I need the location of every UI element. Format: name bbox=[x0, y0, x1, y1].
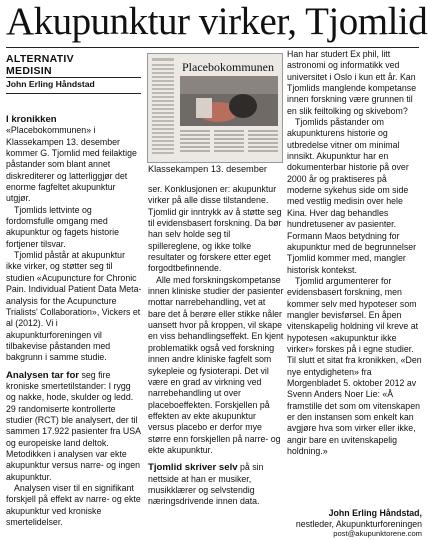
paragraph: Tjomlids lettvinte og fordomsfulle omgang med akupunktur og fagets historie fortjener tilsvar. bbox=[6, 204, 119, 249]
rubric bbox=[6, 53, 146, 77]
paragraph: Analysen tar for seg fire kroniske smertetilstander: I rygg og nakke, hode, skulder og ledd. 29 randomiserte kontrollerte studier (RCT) ble analysert, der til sammen 17.922 pasienter fra USA og europeiske land deltok. Metodikken i analysen var ekte akupunktur versus narre- og ingen akupunktur. bbox=[6, 369, 141, 482]
rubric-line-2: MEDISIN bbox=[6, 65, 52, 77]
photo-caption: Klassekampen 13. desember bbox=[148, 164, 267, 174]
paragraph: Han har studert Ex phil, litt astronomi og informatikk ved universitet i Oslo i kun ett år. Kan Tjomlids manglende kompetanse innen forskning være grunnen til en slik feiltolking og skivebom? bbox=[287, 49, 417, 116]
signature-name: John Erling Håndstad, bbox=[328, 508, 422, 518]
signature-title: nestleder, Akupunkturforeningen bbox=[295, 518, 422, 529]
lead-in: I kronikken bbox=[6, 114, 57, 125]
subheading: Analysen tar for bbox=[6, 369, 80, 381]
newspaper-page-image bbox=[148, 54, 282, 162]
paragraph: Alle med forskningskompetanse innen kliniske studier der pasienter mottar narrebehandling, vet at bare det å berøre eller stikke nåler uansett hvor på kroppen, vil skape en viss behandlingseffekt. En kjent problematikk også ved forskning innen andre kliniske fagfelt som sykepleie og fysioterapi. Det vil være en grad av virkning ved narrebehandling ut over placeboeffekten. Forskjellen på effekten av ekte akupunktur versus placebo er derfor mye større enn forskjellen på narre- og ekte akupunktur. bbox=[148, 274, 284, 455]
column-3 bbox=[287, 49, 422, 457]
paragraph: Analysen viser til en signifikant forskjell på effekt av narre- og ekte akupunktur ved kroniske smertelidelser. bbox=[6, 483, 141, 528]
subheading: Tjomlid skriver selv bbox=[148, 462, 238, 474]
byline: John Erling Håndstad bbox=[6, 79, 95, 89]
column-1 bbox=[6, 114, 142, 528]
paragraph: Tjomlid påstår at akupunktur ikke virker, og støtter seg til studien «Acupuncture for Chronic Pain. Individual Patient Data Meta-analysis for the Acupuncture Trialists' Collaboration», Vickers et al (2012). Vi i akupunkturforeningen vil tilbakevise påstanden med bakgrunn i samme studie. bbox=[6, 250, 142, 363]
rubric-line-1: ALTERNATIV bbox=[6, 53, 74, 65]
signature-email: post@akupunktorene.com bbox=[333, 529, 422, 538]
photo-masthead: Placebokommunen bbox=[182, 60, 274, 74]
column-2 bbox=[148, 184, 284, 508]
headline: Akupunktur virker, Tjomlid bbox=[6, 0, 428, 43]
newspaper-photo bbox=[147, 53, 283, 163]
byline-rule-bottom bbox=[6, 93, 141, 94]
paragraph: Tjomlids påstander om akupunkturens historie og utbredelse vitner om minimal innsikt. Akupunktur har en dokumenterbar historie på over 2000 år og praktiseres på moderne sykehus side om side med vestlig medisin over hele Kina. Hver dag behandles hundretusener av pasienter. Formann Maos betydning for akupunktur med de begrunnelser Tjomlid kommer med, mangler historisk kontekst. bbox=[287, 117, 417, 275]
paragraph: Tjomlid skriver selv på sin nettside at han er musiker, musikklærer og selvstendig næringsdrivende innen data. bbox=[148, 462, 264, 507]
byline-rule bbox=[6, 77, 141, 78]
paragraph: I kronikken «Placebokommunen» i Klassekampen 13. desember kommer G. Tjomlid med feilaktige påstander som blant annet diskrediterer og latterliggjør det enorme fagfeltet akupunktur utgjør. bbox=[6, 114, 137, 204]
paragraph: Tjomlid argumenterer for evidensbasert forskning, men kommer selv med hypoteser som mangler bevisførsel. En åpen vitenskapelig holdning vil kreve at hypotesen «akupunktur ikke virker» forskes på i egne studier. Til slutt et sitat fra kronikken, «Den nye entydigheten» fra Morgenbladet 5. oktober 2012 av Svenn Anders Noer Lie: «Å framstille det som om vitenskapen er den instansen som enkelt kan avgjøre hva som virker eller ikke, angir bare en uvitenskapelig holdning.» bbox=[287, 275, 422, 457]
paragraph: ser. Konklusjonen er: akupunktur virker på alle disse tilstandene. Tjomlid gir inntrykk av å støtte seg til evidensbasert forskning. Da bør han selv holde seg til spillereglene, og ikke tolke resultater og forskere etter eget forgodtbefinnende. bbox=[148, 184, 282, 274]
top-rule bbox=[6, 47, 419, 48]
signature bbox=[287, 508, 422, 540]
